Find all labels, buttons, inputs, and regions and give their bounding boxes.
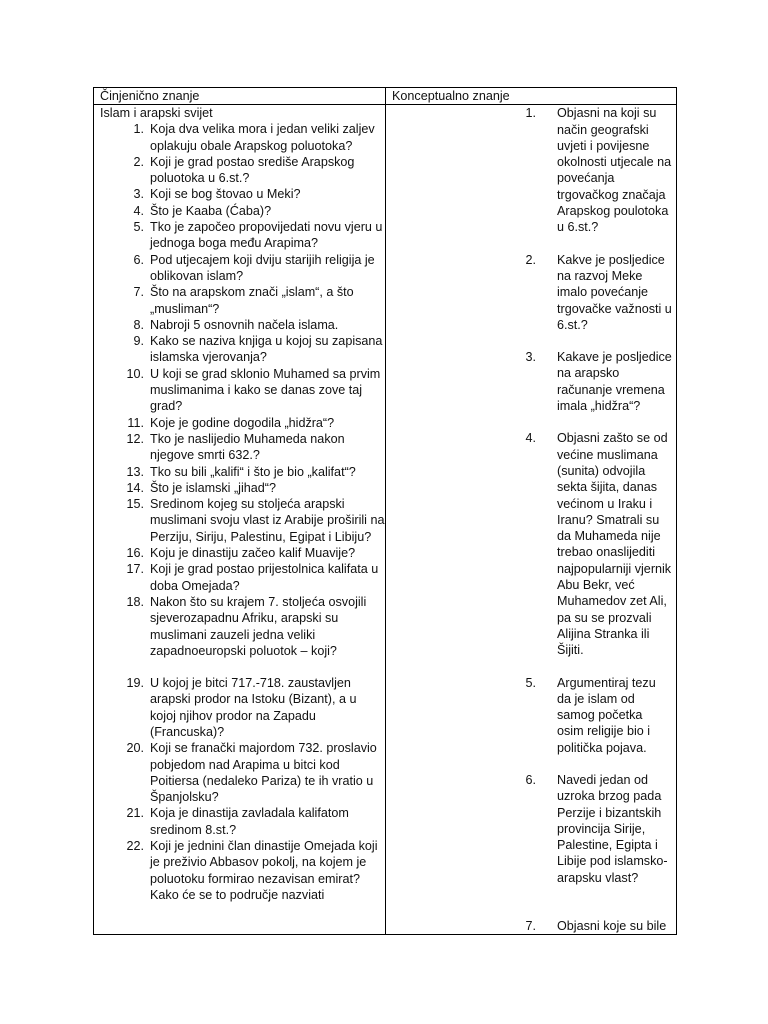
item-text: Argumentiraj tezu da je islam od samog početka osim religije bio i politička pojava. <box>557 675 656 755</box>
list-item <box>100 805 385 838</box>
list-item <box>392 918 676 934</box>
item-text: Koja dva velika mora i jedan veliki zaljev oplakuju obale Arapskog poluotoka? <box>150 122 375 153</box>
list-item <box>392 675 676 756</box>
item-text: U kojoj je bitci 717.-718. zaustavljen arapski prodor na Istoku (Bizant), a u kojoj njihov prodor na Zapadu (Francuska)? <box>150 676 357 739</box>
item-number: 1. <box>525 106 536 121</box>
item-text: Tko su bili „kalifi“ i što je bio „kalifat“? <box>150 464 356 479</box>
item-number: 16. <box>126 546 144 561</box>
item-number: 19. <box>126 676 144 691</box>
factual-cell <box>94 105 386 935</box>
item-number: 3. <box>525 350 536 365</box>
item-text: Sredinom kojeg su stoljeća arapski muslimani svoju vlast iz Arabije proširili na Perziju, Siriju, Palestinu, Egipat i Libiju? <box>150 497 385 544</box>
list-item <box>100 186 385 202</box>
item-number: 5. <box>525 675 536 690</box>
list-item <box>392 349 676 414</box>
item-text: Kakve je posljedice na razvoj Meke imalo povećanje trgovačke važnosti u 6.st.? <box>557 252 672 332</box>
list-item <box>100 317 385 333</box>
list-item <box>100 675 385 740</box>
item-number: 6. <box>133 252 144 267</box>
list-item <box>392 105 676 235</box>
item-number: 15. <box>126 497 144 512</box>
list-item <box>100 121 385 154</box>
list-item <box>100 561 385 594</box>
factual-question-list <box>100 121 385 903</box>
item-text: Koji je jednini član dinastije Omejada koji je preživio Abbasov pokolj, na kojem je poluotoku formirao nezavisan emirat? Kako će se to područje nazviati <box>150 839 378 902</box>
header-factual-knowledge: Činjenično znanje <box>94 88 386 105</box>
list-item <box>100 366 385 415</box>
item-text: Koji je grad postao središe Arapskog poluotoka u 6.st.? <box>150 154 355 186</box>
item-number: 11. <box>127 415 144 430</box>
item-text: Objasni na koji su način geografski uvjeti i povijesne okolnosti utjecale na povećanja trgovačkog značaja Arapskog poulotoka u 6.st.? <box>557 106 672 235</box>
list-item <box>100 415 385 431</box>
section-title: Islam i arapski svijet <box>100 106 213 121</box>
item-number: 4. <box>525 431 536 446</box>
item-number: 13. <box>126 464 144 479</box>
item-text: Koji se bog štovao u Meki? <box>150 187 301 202</box>
list-item <box>392 252 676 333</box>
item-text: Pod utjecajem koji dviju starijih religija je oblikovan islam? <box>150 252 375 283</box>
item-text: Objasni zašto se od većine muslimana (sunita) odvojila sekta šijita, danas većinom u Iraku i Iranu? Smatrali su da Muhameda nije trebao onaslijediti najpopularniji vjernik Abu Bekr, već Muhamedov zet Ali, pa su se prozvali Alijina Stranka ili Šijiti. <box>557 431 672 658</box>
list-item <box>392 430 676 658</box>
list-item <box>100 333 385 366</box>
item-number: 7. <box>133 285 144 300</box>
item-text: Nabroji 5 osnovnih načela islama. <box>150 317 339 332</box>
list-item <box>100 740 385 805</box>
list-item <box>100 480 385 496</box>
item-text: Nakon što su krajem 7. stoljeća osvojili sjeverozapadnu Afriku, arapski su muslimani zauzeli jedna veliki zapadnoeuropski poluotok – koji? <box>150 594 367 658</box>
item-number: 1. <box>133 122 144 137</box>
item-text: Koje je godine dogodila „hidžra“? <box>150 415 335 430</box>
item-number: 18. <box>126 594 144 609</box>
item-text: Navedi jedan od uzroka brzog pada Perzije i bizantskih provincija Sirije, Palestine, Egipta i Libije pod islamsko-arapsku vlast? <box>557 772 668 885</box>
list-item <box>100 431 385 464</box>
list-item <box>100 838 385 903</box>
list-item <box>100 203 385 219</box>
list-item <box>100 284 385 317</box>
item-text: Što je Kaaba (Ćaba)? <box>150 203 272 218</box>
item-text: Što je islamski „jihad“? <box>150 480 276 495</box>
item-number: 12. <box>126 431 144 446</box>
item-number: 20. <box>126 741 144 756</box>
item-number: 8. <box>133 317 144 332</box>
item-number: 4. <box>133 203 144 218</box>
list-item <box>100 219 385 252</box>
item-text: Objasni koje su bile <box>557 919 667 934</box>
item-number: 7. <box>525 919 536 934</box>
item-text: Koji je grad postao prijestolnica kalifata u doba Omejada? <box>150 562 379 593</box>
item-text: Kako se naziva knjiga u kojoj su zapisana islamska vjerovanja? <box>150 334 383 365</box>
item-number: 2. <box>525 252 536 267</box>
item-text: Kakave je posljedice na arapsko računanje vremena imala „hidžra“? <box>557 350 672 414</box>
item-number: 21. <box>126 806 144 821</box>
item-number: 22. <box>126 839 144 854</box>
item-text: Koja je dinastija zavladala kalifatom sredinom 8.st.? <box>150 806 349 837</box>
item-number: 6. <box>525 772 536 787</box>
conceptual-cell <box>386 105 677 935</box>
questions-table <box>93 87 677 935</box>
item-number: 2. <box>133 154 144 169</box>
item-text: Tko je naslijedio Muhameda nakon njegove smrti 632.? <box>150 431 345 463</box>
item-text: U koji se grad sklonio Muhamed sa prvim muslimanima i kako se danas zove taj grad? <box>150 366 381 414</box>
item-number: 14. <box>126 480 144 495</box>
list-item <box>100 496 385 545</box>
item-text: Što na arapskom znači „islam“, a što „musliman“? <box>150 285 354 316</box>
item-number: 17. <box>126 562 144 577</box>
list-item <box>100 545 385 561</box>
item-number: 3. <box>133 187 144 202</box>
list-item <box>100 154 385 187</box>
table-header-row <box>94 88 677 105</box>
item-text: Koju je dinastiju začeo kalif Muavije? <box>150 546 356 561</box>
list-item <box>100 252 385 285</box>
item-number: 5. <box>133 220 144 235</box>
item-text: Tko je započeo propovijedati novu vjeru u jednoga boga među Arapima? <box>150 220 383 251</box>
item-number: 9. <box>133 334 144 349</box>
list-item <box>392 772 676 886</box>
header-conceptual-knowledge: Konceptualno znanje <box>386 88 677 105</box>
table-body-row <box>94 105 677 935</box>
item-number: 10. <box>126 366 144 381</box>
list-item <box>100 594 385 659</box>
conceptual-question-list <box>392 105 676 934</box>
item-text: Koji se franački majordom 732. proslavio pobjedom nad Arapima u bitci kod Poitiersa (nedaleko Pariza) te ih vratio u Španjolsku? <box>150 741 377 805</box>
list-item <box>100 464 385 480</box>
